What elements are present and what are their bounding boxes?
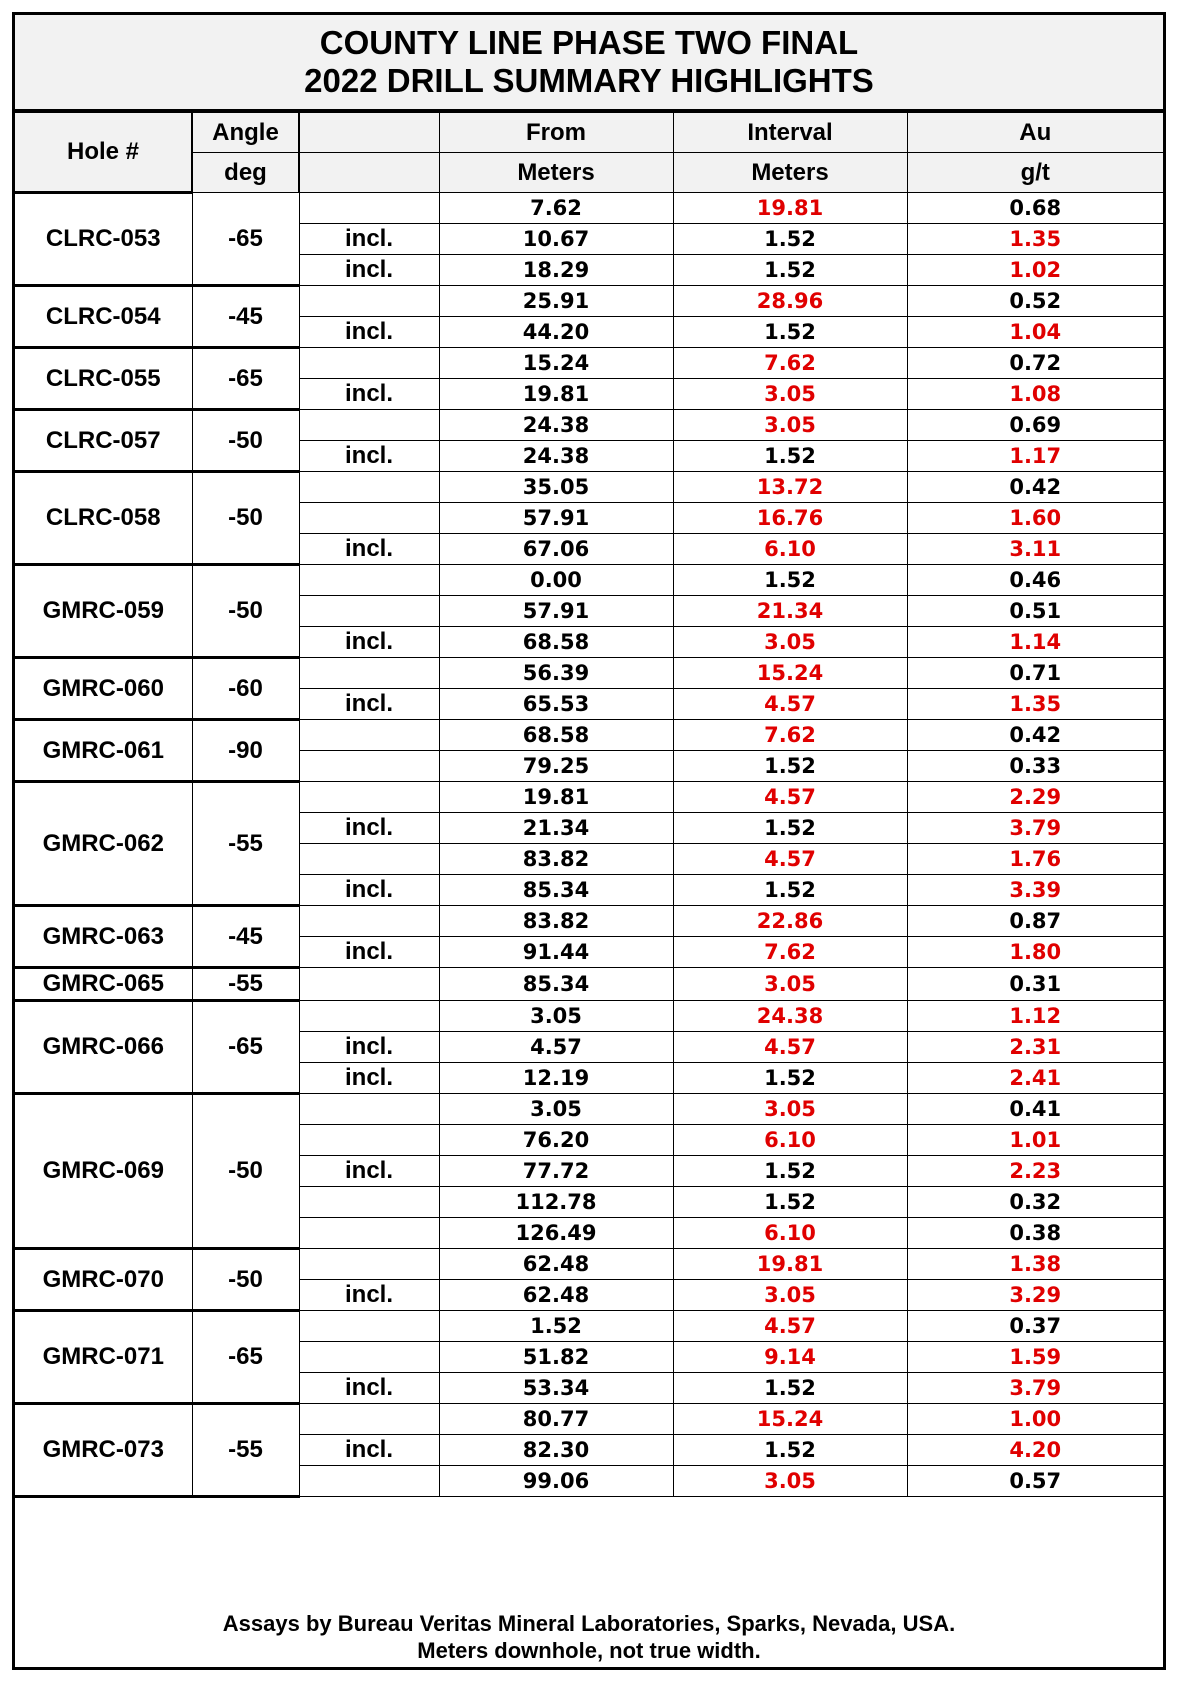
au-cell: 3.79 xyxy=(907,1373,1163,1404)
incl-cell: incl. xyxy=(299,379,439,410)
interval-cell: 16.76 xyxy=(673,503,907,534)
au-cell: 1.00 xyxy=(907,1404,1163,1435)
drill-table-body xyxy=(15,193,1163,1497)
incl-cell: incl. xyxy=(299,534,439,565)
from-cell: 15.24 xyxy=(439,348,673,379)
table-row xyxy=(15,565,1163,596)
angle-cell: -55 xyxy=(192,1404,299,1497)
title-line-2: 2022 DRILL SUMMARY HIGHLIGHTS xyxy=(304,62,874,99)
au-cell: 0.68 xyxy=(907,193,1163,224)
interval-cell: 1.52 xyxy=(673,751,907,782)
interval-cell: 4.57 xyxy=(673,844,907,875)
interval-cell: 1.52 xyxy=(673,1373,907,1404)
incl-cell xyxy=(299,1342,439,1373)
title-block xyxy=(15,15,1163,112)
from-cell: 65.53 xyxy=(439,689,673,720)
from-cell: 83.82 xyxy=(439,906,673,937)
interval-cell: 4.57 xyxy=(673,782,907,813)
angle-cell: -50 xyxy=(192,565,299,658)
interval-cell: 3.05 xyxy=(673,1094,907,1125)
interval-cell: 1.52 xyxy=(673,255,907,286)
interval-cell: 19.81 xyxy=(673,1249,907,1280)
au-cell: 3.39 xyxy=(907,875,1163,906)
from-cell: 76.20 xyxy=(439,1125,673,1156)
from-cell: 19.81 xyxy=(439,379,673,410)
au-cell: 0.51 xyxy=(907,596,1163,627)
hole-id-cell: GMRC-073 xyxy=(15,1404,192,1497)
interval-cell: 13.72 xyxy=(673,472,907,503)
interval-cell: 4.57 xyxy=(673,1032,907,1063)
au-cell: 0.37 xyxy=(907,1311,1163,1342)
angle-cell: -65 xyxy=(192,348,299,410)
incl-cell xyxy=(299,565,439,596)
au-cell: 1.38 xyxy=(907,1249,1163,1280)
au-cell: 1.35 xyxy=(907,224,1163,255)
from-cell: 77.72 xyxy=(439,1156,673,1187)
from-cell: 24.38 xyxy=(439,441,673,472)
from-cell: 57.91 xyxy=(439,503,673,534)
from-cell: 85.34 xyxy=(439,875,673,906)
incl-cell xyxy=(299,1187,439,1218)
interval-cell: 6.10 xyxy=(673,1125,907,1156)
au-cell: 1.80 xyxy=(907,937,1163,968)
from-cell: 62.48 xyxy=(439,1280,673,1311)
hole-id-cell: CLRC-055 xyxy=(15,348,192,410)
incl-cell: incl. xyxy=(299,255,439,286)
header-blank xyxy=(299,113,439,153)
table-row xyxy=(15,193,1163,224)
from-cell: 19.81 xyxy=(439,782,673,813)
from-cell: 56.39 xyxy=(439,658,673,689)
au-cell: 1.59 xyxy=(907,1342,1163,1373)
au-cell: 0.31 xyxy=(907,968,1163,1001)
angle-cell: -50 xyxy=(192,410,299,472)
au-cell: 1.14 xyxy=(907,627,1163,658)
from-cell: 62.48 xyxy=(439,1249,673,1280)
interval-cell: 1.52 xyxy=(673,875,907,906)
header-from: From xyxy=(439,113,673,153)
header-from-unit: Meters xyxy=(439,153,673,193)
incl-cell: incl. xyxy=(299,1373,439,1404)
from-cell: 10.67 xyxy=(439,224,673,255)
hole-id-cell: CLRC-053 xyxy=(15,193,192,286)
au-cell: 0.46 xyxy=(907,565,1163,596)
table-row xyxy=(15,1001,1163,1032)
table-row xyxy=(15,906,1163,937)
incl-cell: incl. xyxy=(299,627,439,658)
incl-cell: incl. xyxy=(299,1156,439,1187)
incl-cell xyxy=(299,286,439,317)
incl-cell xyxy=(299,193,439,224)
au-cell: 1.12 xyxy=(907,1001,1163,1032)
angle-cell: -50 xyxy=(192,472,299,565)
incl-cell xyxy=(299,472,439,503)
au-cell: 3.79 xyxy=(907,813,1163,844)
header-blank-unit xyxy=(299,153,439,193)
from-cell: 24.38 xyxy=(439,410,673,441)
incl-cell xyxy=(299,1094,439,1125)
angle-cell: -60 xyxy=(192,658,299,720)
incl-cell: incl. xyxy=(299,1032,439,1063)
from-cell: 82.30 xyxy=(439,1435,673,1466)
from-cell: 79.25 xyxy=(439,751,673,782)
from-cell: 85.34 xyxy=(439,968,673,1001)
interval-cell: 15.24 xyxy=(673,658,907,689)
header-angle: Angle xyxy=(192,113,299,153)
incl-cell xyxy=(299,1001,439,1032)
footer-note xyxy=(15,1607,1163,1667)
table-row xyxy=(15,782,1163,813)
au-cell: 3.11 xyxy=(907,534,1163,565)
hole-id-cell: GMRC-066 xyxy=(15,1001,192,1094)
incl-cell xyxy=(299,503,439,534)
interval-cell: 1.52 xyxy=(673,1187,907,1218)
angle-cell: -90 xyxy=(192,720,299,782)
au-cell: 1.60 xyxy=(907,503,1163,534)
from-cell: 68.58 xyxy=(439,627,673,658)
interval-cell: 3.05 xyxy=(673,1280,907,1311)
interval-cell: 21.34 xyxy=(673,596,907,627)
from-cell: 67.06 xyxy=(439,534,673,565)
au-cell: 1.02 xyxy=(907,255,1163,286)
incl-cell: incl. xyxy=(299,1280,439,1311)
angle-cell: -45 xyxy=(192,286,299,348)
table-row xyxy=(15,1311,1163,1342)
header-interval-unit: Meters xyxy=(673,153,907,193)
au-cell: 1.76 xyxy=(907,844,1163,875)
footer-line-1: Assays by Bureau Veritas Mineral Laboratories, Sparks, Nevada, USA. xyxy=(222,1611,956,1636)
incl-cell: incl. xyxy=(299,1435,439,1466)
from-cell: 25.91 xyxy=(439,286,673,317)
incl-cell xyxy=(299,1249,439,1280)
hole-id-cell: GMRC-061 xyxy=(15,720,192,782)
from-cell: 51.82 xyxy=(439,1342,673,1373)
from-cell: 126.49 xyxy=(439,1218,673,1249)
header-au-unit: g/t xyxy=(907,153,1163,193)
au-cell: 0.87 xyxy=(907,906,1163,937)
interval-cell: 6.10 xyxy=(673,1218,907,1249)
interval-cell: 1.52 xyxy=(673,1435,907,1466)
au-cell: 0.52 xyxy=(907,286,1163,317)
from-cell: 3.05 xyxy=(439,1001,673,1032)
table-row xyxy=(15,472,1163,503)
incl-cell xyxy=(299,844,439,875)
au-cell: 0.41 xyxy=(907,1094,1163,1125)
incl-cell xyxy=(299,751,439,782)
from-cell: 3.05 xyxy=(439,1094,673,1125)
drill-summary-sheet xyxy=(12,12,1166,1670)
table-row xyxy=(15,720,1163,751)
interval-cell: 1.52 xyxy=(673,1156,907,1187)
au-cell: 2.29 xyxy=(907,782,1163,813)
table-row xyxy=(15,1094,1163,1125)
table-row xyxy=(15,658,1163,689)
incl-cell xyxy=(299,906,439,937)
from-cell: 91.44 xyxy=(439,937,673,968)
hole-id-cell: GMRC-062 xyxy=(15,782,192,906)
incl-cell xyxy=(299,1311,439,1342)
footer-line-2: Meters downhole, not true width. xyxy=(417,1638,761,1663)
header-hole: Hole # xyxy=(15,113,192,193)
incl-cell: incl. xyxy=(299,224,439,255)
from-cell: 99.06 xyxy=(439,1466,673,1497)
incl-cell xyxy=(299,1218,439,1249)
interval-cell: 15.24 xyxy=(673,1404,907,1435)
incl-cell xyxy=(299,658,439,689)
hole-id-cell: GMRC-069 xyxy=(15,1094,192,1249)
interval-cell: 3.05 xyxy=(673,379,907,410)
from-cell: 1.52 xyxy=(439,1311,673,1342)
table-row xyxy=(15,348,1163,379)
au-cell: 2.23 xyxy=(907,1156,1163,1187)
incl-cell: incl. xyxy=(299,937,439,968)
interval-cell: 7.62 xyxy=(673,720,907,751)
header-angle-unit: deg xyxy=(192,153,299,193)
au-cell: 1.17 xyxy=(907,441,1163,472)
au-cell: 0.69 xyxy=(907,410,1163,441)
hole-id-cell: CLRC-057 xyxy=(15,410,192,472)
incl-cell xyxy=(299,348,439,379)
interval-cell: 1.52 xyxy=(673,565,907,596)
angle-cell: -55 xyxy=(192,782,299,906)
from-cell: 68.58 xyxy=(439,720,673,751)
incl-cell: incl. xyxy=(299,813,439,844)
interval-cell: 1.52 xyxy=(673,441,907,472)
incl-cell: incl. xyxy=(299,689,439,720)
from-cell: 7.62 xyxy=(439,193,673,224)
hole-id-cell: GMRC-071 xyxy=(15,1311,192,1404)
table-row xyxy=(15,410,1163,441)
au-cell: 0.33 xyxy=(907,751,1163,782)
from-cell: 18.29 xyxy=(439,255,673,286)
interval-cell: 1.52 xyxy=(673,813,907,844)
from-cell: 21.34 xyxy=(439,813,673,844)
angle-cell: -50 xyxy=(192,1249,299,1311)
au-cell: 1.01 xyxy=(907,1125,1163,1156)
hole-id-cell: GMRC-070 xyxy=(15,1249,192,1311)
hole-id-cell: GMRC-060 xyxy=(15,658,192,720)
incl-cell xyxy=(299,720,439,751)
au-cell: 2.41 xyxy=(907,1063,1163,1094)
incl-cell: incl. xyxy=(299,1063,439,1094)
header-au: Au xyxy=(907,113,1163,153)
hole-id-cell: GMRC-059 xyxy=(15,565,192,658)
interval-cell: 4.57 xyxy=(673,1311,907,1342)
from-cell: 44.20 xyxy=(439,317,673,348)
au-cell: 4.20 xyxy=(907,1435,1163,1466)
angle-cell: -50 xyxy=(192,1094,299,1249)
interval-cell: 9.14 xyxy=(673,1342,907,1373)
from-cell: 112.78 xyxy=(439,1187,673,1218)
incl-cell: incl. xyxy=(299,317,439,348)
incl-cell xyxy=(299,968,439,1001)
angle-cell: -65 xyxy=(192,193,299,286)
au-cell: 0.42 xyxy=(907,472,1163,503)
from-cell: 12.19 xyxy=(439,1063,673,1094)
hole-id-cell: CLRC-054 xyxy=(15,286,192,348)
interval-cell: 6.10 xyxy=(673,534,907,565)
interval-cell: 19.81 xyxy=(673,193,907,224)
incl-cell: incl. xyxy=(299,875,439,906)
au-cell: 0.32 xyxy=(907,1187,1163,1218)
au-cell: 0.72 xyxy=(907,348,1163,379)
incl-cell xyxy=(299,596,439,627)
table-row xyxy=(15,968,1163,1001)
interval-cell: 1.52 xyxy=(673,1063,907,1094)
interval-cell: 1.52 xyxy=(673,317,907,348)
title-line-1: COUNTY LINE PHASE TWO FINAL xyxy=(319,24,859,61)
from-cell: 0.00 xyxy=(439,565,673,596)
incl-cell xyxy=(299,1125,439,1156)
from-cell: 35.05 xyxy=(439,472,673,503)
hole-id-cell: GMRC-065 xyxy=(15,968,192,1001)
table-row xyxy=(15,1249,1163,1280)
table-row xyxy=(15,286,1163,317)
incl-cell: incl. xyxy=(299,441,439,472)
interval-cell: 3.05 xyxy=(673,1466,907,1497)
from-cell: 4.57 xyxy=(439,1032,673,1063)
incl-cell xyxy=(299,782,439,813)
au-cell: 1.04 xyxy=(907,317,1163,348)
from-cell: 80.77 xyxy=(439,1404,673,1435)
au-cell: 0.38 xyxy=(907,1218,1163,1249)
incl-cell xyxy=(299,1404,439,1435)
from-cell: 53.34 xyxy=(439,1373,673,1404)
interval-cell: 7.62 xyxy=(673,937,907,968)
au-cell: 0.71 xyxy=(907,658,1163,689)
interval-cell: 22.86 xyxy=(673,906,907,937)
au-cell: 3.29 xyxy=(907,1280,1163,1311)
angle-cell: -65 xyxy=(192,1311,299,1404)
interval-cell: 28.96 xyxy=(673,286,907,317)
angle-cell: -55 xyxy=(192,968,299,1001)
angle-cell: -45 xyxy=(192,906,299,968)
interval-cell: 3.05 xyxy=(673,627,907,658)
au-cell: 1.08 xyxy=(907,379,1163,410)
interval-cell: 24.38 xyxy=(673,1001,907,1032)
from-cell: 57.91 xyxy=(439,596,673,627)
table-row xyxy=(15,1404,1163,1435)
from-cell: 83.82 xyxy=(439,844,673,875)
interval-cell: 3.05 xyxy=(673,968,907,1001)
drill-results-table xyxy=(15,112,1163,1498)
incl-cell xyxy=(299,1466,439,1497)
angle-cell: -65 xyxy=(192,1001,299,1094)
au-cell: 1.35 xyxy=(907,689,1163,720)
au-cell: 0.57 xyxy=(907,1466,1163,1497)
hole-id-cell: CLRC-058 xyxy=(15,472,192,565)
interval-cell: 3.05 xyxy=(673,410,907,441)
hole-id-cell: GMRC-063 xyxy=(15,906,192,968)
header-interval: Interval xyxy=(673,113,907,153)
au-cell: 2.31 xyxy=(907,1032,1163,1063)
interval-cell: 7.62 xyxy=(673,348,907,379)
interval-cell: 4.57 xyxy=(673,689,907,720)
incl-cell xyxy=(299,410,439,441)
interval-cell: 1.52 xyxy=(673,224,907,255)
au-cell: 0.42 xyxy=(907,720,1163,751)
